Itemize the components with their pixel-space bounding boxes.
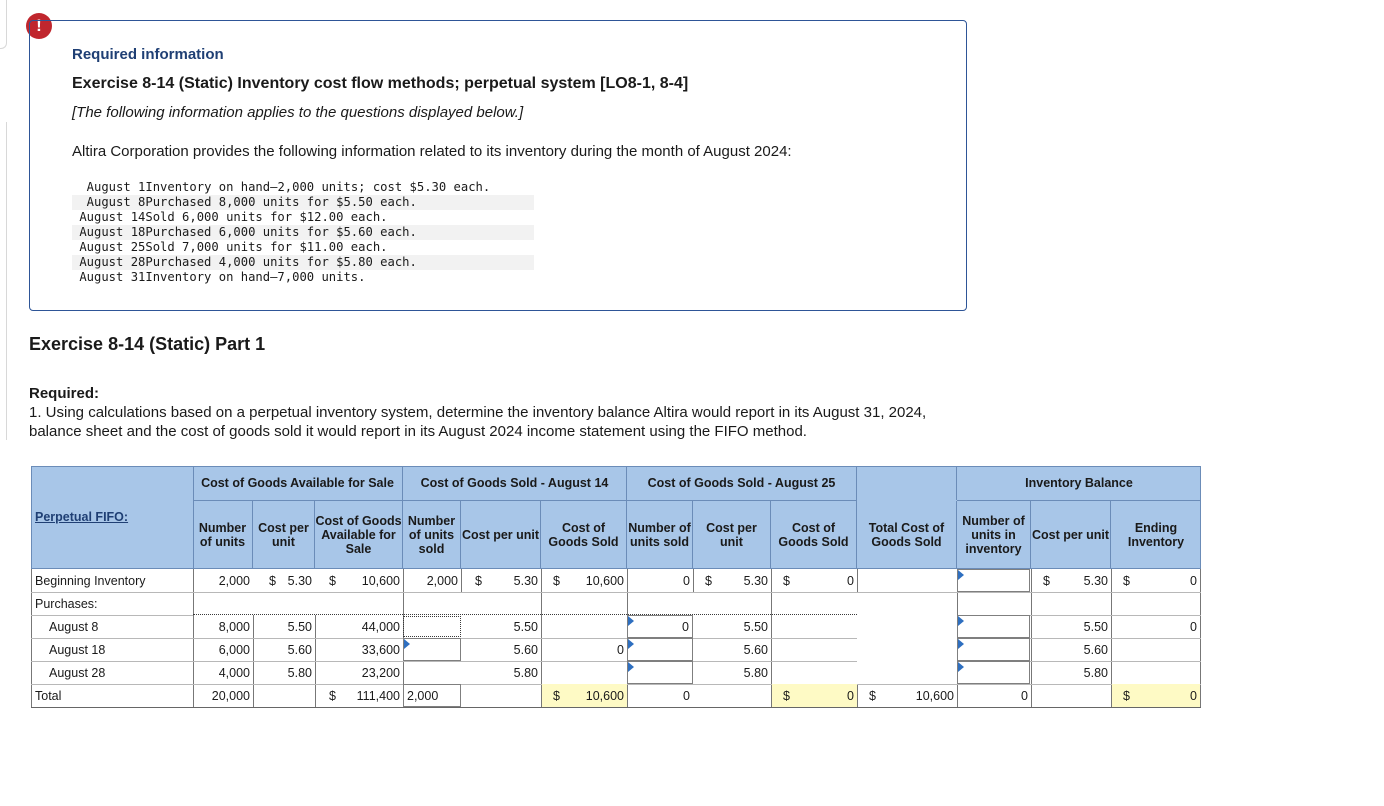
applies-note: [The following information applies to the questions displayed below.] <box>72 104 524 121</box>
required-text: 1. Using calculations based on a perpetual inventory system, determine the inventory balance Altira would report in its August 31, 2024, balance sheet and the cost of goods sold it would report in its August 2024 income statement using the FIFO method. <box>29 404 927 440</box>
total-s25-units: 0 <box>683 688 690 703</box>
aug8-avail-cpu: 5.50 <box>287 619 312 634</box>
total-avail-units: 20,000 <box>211 688 250 703</box>
begin-s14-cogs-dollar: $ <box>553 573 560 588</box>
col-header-bal-units: Number of units in inventory <box>957 501 1031 569</box>
perpetual-fifo-table <box>31 466 1201 708</box>
perpetual-fifo-link[interactable]: Perpetual FIFO: <box>35 510 129 524</box>
begin-s25-cogs: 0 <box>847 573 854 588</box>
aug18-s14-cpu: 5.60 <box>513 642 538 657</box>
row-line <box>31 707 1201 708</box>
begin-s25-units: 0 <box>683 573 690 588</box>
col-header-s14-cpu: Cost per unit <box>461 501 541 569</box>
begin-avail-cost-dollar: $ <box>329 573 336 588</box>
exercise-title: Exercise 8-14 (Static) Inventory cost flow methods; perpetual system [LO8-1, 8-4] <box>72 75 689 92</box>
aug8-bal-ending: 0 <box>1190 619 1197 634</box>
col-header-s25-units: Number of units sold <box>627 501 693 569</box>
aug8-s25-units-input[interactable]: 0 <box>627 615 693 638</box>
aug28-avail-units: 4,000 <box>218 665 250 680</box>
transaction-row: August 18Purchased 6,000 units for $5.60 each. <box>72 225 534 240</box>
aug8-bal-cpu: 5.50 <box>1083 619 1108 634</box>
row-label-purchases: Purchases: <box>35 596 98 611</box>
group-header-sold-aug14: Cost of Goods Sold - August 14 <box>403 466 627 500</box>
transaction-row: August 28Purchased 4,000 units for $5.80 each. <box>72 255 534 270</box>
aug28-s25-units-input[interactable] <box>627 661 693 684</box>
aug28-bal-cpu: 5.80 <box>1083 665 1108 680</box>
col-header-avail-cost: Cost of Goods Available for Sale <box>315 501 403 569</box>
col-header-s25-cpu: Cost per unit <box>693 501 771 569</box>
total-bal-units: 0 <box>1021 688 1028 703</box>
total-avail-cost: 111,400 <box>356 688 400 703</box>
begin-bal-cpu-dollar: $ <box>1043 573 1050 588</box>
begin-bal-ending-dollar: $ <box>1123 573 1130 588</box>
begin-avail-cpu-dollar: $ <box>269 573 276 588</box>
col-header-avail-units: Number of units <box>193 501 253 569</box>
group-header-balance: Inventory Balance <box>1025 476 1133 490</box>
row-label-aug28: August 28 <box>49 665 106 680</box>
begin-avail-units: 2,000 <box>218 573 250 588</box>
aug8-s14-units-dotted <box>403 616 461 637</box>
required-label: Required: <box>29 385 100 402</box>
col-header-s25-cogs: Cost of Goods Sold <box>771 501 857 569</box>
aug18-bal-cpu: 5.60 <box>1083 642 1108 657</box>
aug28-avail-cpu: 5.80 <box>287 665 312 680</box>
begin-bal-cpu: 5.30 <box>1083 573 1108 588</box>
total-s25-cogs: 0 <box>847 688 854 703</box>
aug18-bal-units-input[interactable] <box>957 638 1030 661</box>
begin-bal-ending: 0 <box>1190 573 1197 588</box>
intro-text: Altira Corporation provides the following information related to its inventory during the month of August 2024: <box>72 143 792 160</box>
aug28-s14-cpu: 5.80 <box>513 665 538 680</box>
group-header-total-blank <box>857 466 957 500</box>
row-line <box>31 592 1201 593</box>
aug18-avail-cpu: 5.60 <box>287 642 312 657</box>
begin-s14-cogs: 10,600 <box>585 573 624 588</box>
group-header-sold-aug25: Cost of Goods Sold - August 25 <box>627 466 857 500</box>
begin-s14-cpu: 5.30 <box>513 573 538 588</box>
begin-s14-units: 2,000 <box>426 573 458 588</box>
begin-avail-cpu: 5.30 <box>287 573 312 588</box>
begin-s14-cpu-dollar: $ <box>475 573 482 588</box>
total-s14-cogs: 10,600 <box>585 688 624 703</box>
aug28-s25-cpu: 5.80 <box>743 665 768 680</box>
col-header-bal-cpu: Cost per unit <box>1031 501 1111 569</box>
aug18-s25-units-input[interactable] <box>627 638 693 661</box>
transaction-row: August 1 Inventory on hand—2,000 units; cost $5.30 each. <box>86 180 491 194</box>
transactions-list <box>72 180 534 285</box>
group-header-available: Cost of Goods Available for Sale <box>193 466 403 500</box>
aug28-bal-units-input[interactable] <box>957 661 1030 684</box>
alert-icon: ! <box>26 13 52 39</box>
col-header-bal-ending: Ending Inventory <box>1127 521 1185 549</box>
begin-s25-cpu-dollar: $ <box>705 573 712 588</box>
begin-s25-cogs-dollar: $ <box>783 573 790 588</box>
aug8-s25-cpu: 5.50 <box>743 619 768 634</box>
row-label-beginning: Beginning Inventory <box>35 573 146 588</box>
part-title: Exercise 8-14 (Static) Part 1 <box>29 334 266 354</box>
begin-bal-units-input[interactable] <box>957 569 1030 592</box>
col-header-avail-cpu: Cost per unit <box>253 501 315 569</box>
left-panel-edge-lower <box>0 122 7 440</box>
total-s25-cogs-dollar: $ <box>783 688 790 703</box>
required-information-heading: Required information <box>72 46 224 63</box>
total-cogs: 10,600 <box>915 688 954 703</box>
begin-avail-cost: 10,600 <box>361 573 400 588</box>
transaction-row: August 14Sold 6,000 units for $12.00 each. <box>79 210 388 224</box>
col-header-s14-units: Number of units sold <box>403 501 461 569</box>
transaction-row: August 31Inventory on hand—7,000 units. <box>79 270 366 284</box>
aug18-s14-units-input[interactable] <box>403 638 461 661</box>
col-header-s14-cogs: Cost of Goods Sold <box>541 501 627 569</box>
aug18-s25-cpu: 5.60 <box>743 642 768 657</box>
aug8-avail-cost: 44,000 <box>361 619 400 634</box>
aug8-avail-units: 8,000 <box>218 619 250 634</box>
row-label-total: Total <box>35 688 62 703</box>
aug8-s14-cpu: 5.50 <box>513 619 538 634</box>
total-s14-cogs-dollar: $ <box>553 688 560 703</box>
transaction-row: August 25Sold 7,000 units for $11.00 each. <box>79 240 388 254</box>
total-cogs-dollar: $ <box>869 688 876 703</box>
row-label-aug8: August 8 <box>49 619 99 634</box>
aug18-avail-cost: 33,600 <box>361 642 400 657</box>
corner-label-cell <box>31 500 193 534</box>
total-avail-cost-dollar: $ <box>329 688 336 703</box>
aug18-avail-units: 6,000 <box>218 642 250 657</box>
col-header-total-cogs: Total Cost of Goods Sold <box>857 501 957 569</box>
aug28-avail-cost: 23,200 <box>361 665 400 680</box>
total-s14-units-cell: 2,000 <box>403 684 461 707</box>
total-bal-ending: 0 <box>1190 688 1197 703</box>
aug18-s14-cogs: 0 <box>617 642 624 657</box>
row-label-aug18: August 18 <box>49 642 106 657</box>
aug8-bal-units-input[interactable] <box>957 615 1030 638</box>
transaction-row: August 8 Purchased 8,000 units for $5.50 each. <box>72 195 534 210</box>
left-panel-edge <box>0 0 7 49</box>
total-cogs-blank <box>857 593 957 684</box>
total-bal-ending-dollar: $ <box>1123 688 1130 703</box>
begin-s25-cpu: 5.30 <box>743 573 768 588</box>
